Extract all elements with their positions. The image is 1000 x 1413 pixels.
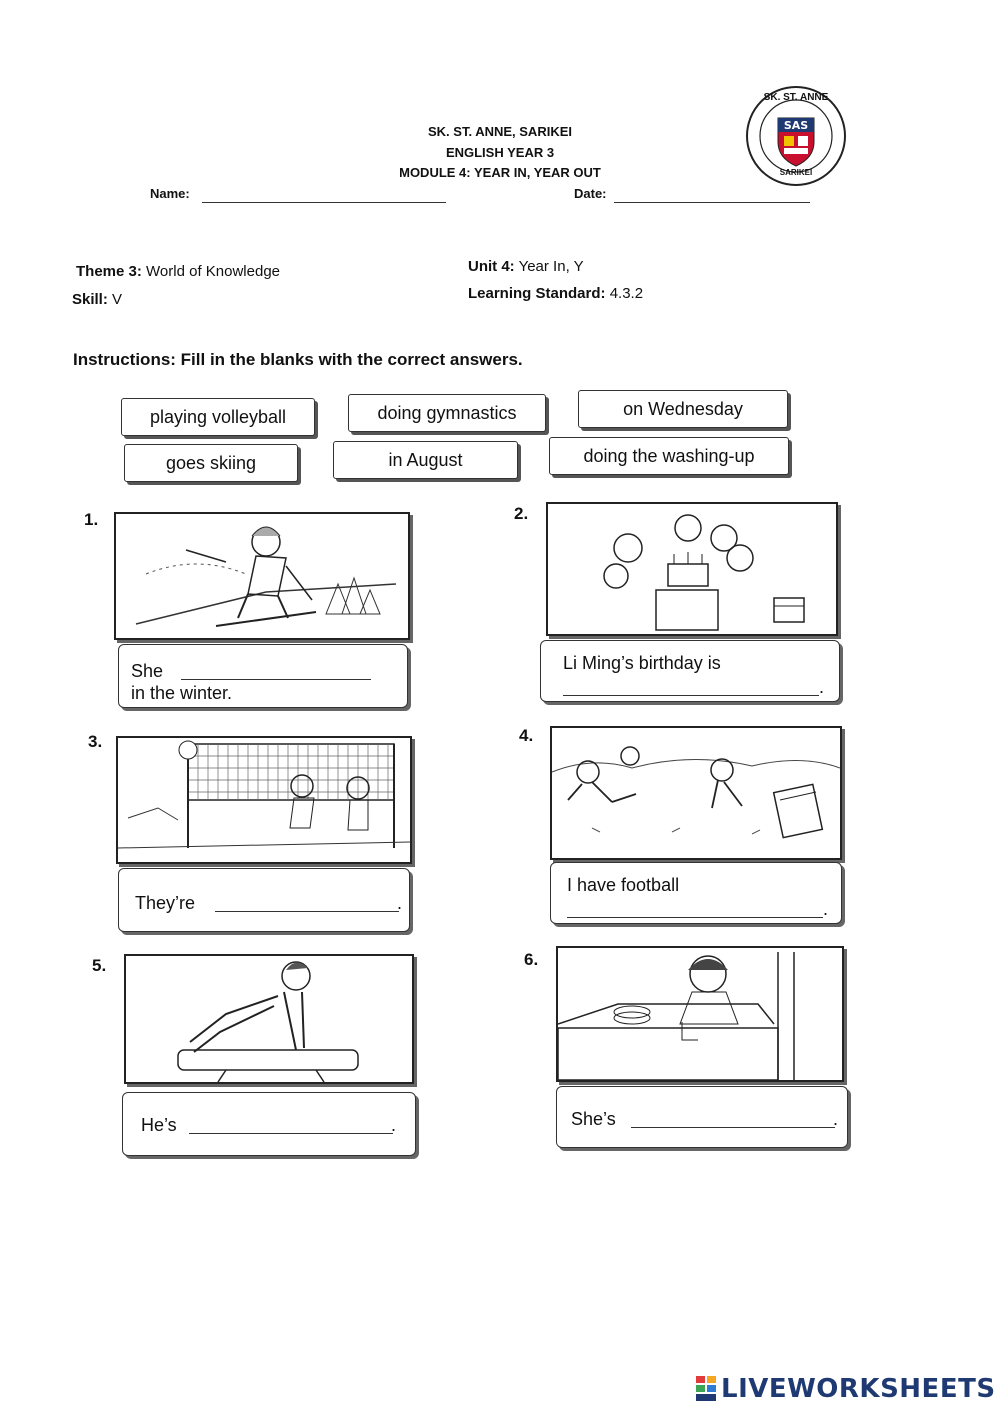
- word-bank-item[interactable]: doing the washing-up: [549, 437, 789, 475]
- skill-value: V: [112, 291, 123, 308]
- answer-field[interactable]: [631, 1107, 835, 1128]
- question-2-sentence-box: [540, 640, 840, 702]
- word-bank-item[interactable]: on Wednesday: [578, 390, 788, 428]
- liveworksheets-icon: [696, 1376, 718, 1402]
- theme-value: World of Knowledge: [146, 263, 280, 280]
- sentence-before: Li Ming’s birthday is: [563, 653, 721, 673]
- instructions: Instructions: Fill in the blanks with the correct answers.: [73, 350, 523, 369]
- sentence-before: She: [131, 661, 164, 681]
- question-3-picture: [116, 736, 412, 864]
- answer-field[interactable]: [181, 659, 371, 680]
- answer-field[interactable]: [189, 1113, 393, 1134]
- question-1-picture: [114, 512, 410, 640]
- theme-label: Theme 3:: [76, 263, 142, 280]
- sentence-after: in the winter.: [131, 683, 233, 703]
- gymnastics-icon: [126, 956, 412, 1082]
- question-1-sentence-box: [118, 644, 408, 708]
- washing-up-icon: [558, 948, 842, 1080]
- football-icon: [552, 728, 840, 858]
- sentence-after: .: [397, 893, 403, 913]
- standard-line: [468, 285, 643, 302]
- svg-text:SAS: SAS: [783, 119, 809, 132]
- word-bank-item[interactable]: in August: [333, 441, 518, 479]
- word-bank-item[interactable]: doing gymnastics: [348, 394, 546, 432]
- name-field[interactable]: [202, 182, 446, 203]
- answer-field[interactable]: [567, 897, 823, 918]
- question-number: 6.: [524, 950, 539, 969]
- unit-line: [468, 258, 584, 275]
- module-title: MODULE 4: YEAR IN, YEAR OUT: [399, 165, 601, 180]
- sentence-before: They’re: [135, 893, 196, 913]
- sentence-before: She’s: [571, 1109, 616, 1129]
- question-4-sentence-box: [550, 862, 842, 924]
- subject-title: ENGLISH YEAR 3: [445, 145, 555, 160]
- question-number: 4.: [519, 726, 534, 745]
- sentence-after: .: [823, 899, 829, 919]
- school-name: SK. ST. ANNE, SARIKEI: [428, 124, 572, 139]
- sentence-after: .: [819, 677, 825, 697]
- question-3-sentence-box: [118, 868, 410, 932]
- answer-field[interactable]: [563, 675, 819, 696]
- brand-rest: WORKSHEETS: [787, 1374, 996, 1404]
- question-5-picture: [124, 954, 414, 1084]
- sentence-after: .: [391, 1115, 397, 1135]
- unit-value: Year In, Y: [518, 258, 584, 275]
- skill-label: Skill:: [72, 291, 108, 308]
- skiing-icon: [116, 514, 408, 638]
- word-bank-item[interactable]: goes skiing: [124, 444, 298, 482]
- sentence-after: .: [833, 1109, 839, 1129]
- word-bank-item[interactable]: playing volleyball: [121, 398, 315, 436]
- sentence-before: He’s: [141, 1115, 177, 1135]
- standard-value: 4.3.2: [609, 285, 644, 302]
- logo-top-text: SK. ST. ANNE: [763, 92, 829, 103]
- question-5-sentence-box: [122, 1092, 416, 1156]
- logo-bottom-text: SARIKEI: [779, 168, 813, 177]
- question-number: 3.: [88, 732, 103, 751]
- liveworksheets-logo: [696, 1374, 996, 1404]
- brand-lead: LIVE: [721, 1374, 788, 1404]
- unit-label: Unit 4:: [468, 258, 515, 275]
- standard-label: Learning Standard:: [468, 285, 606, 302]
- birthday-party-icon: [548, 504, 836, 634]
- date-label: Date:: [574, 186, 607, 201]
- question-4-picture: [550, 726, 842, 860]
- question-number: 2.: [514, 504, 529, 523]
- question-6-sentence-box: [556, 1086, 848, 1148]
- question-2-picture: [546, 502, 838, 636]
- school-logo: [744, 84, 848, 188]
- question-number: 5.: [92, 956, 107, 975]
- volleyball-icon: [118, 738, 410, 862]
- question-number: 1.: [84, 510, 99, 529]
- answer-field[interactable]: [215, 891, 399, 912]
- skill-line: [72, 291, 122, 308]
- question-6-picture: [556, 946, 844, 1082]
- sentence-before: I have football: [567, 875, 680, 895]
- name-label: Name:: [150, 186, 190, 201]
- theme-line: [76, 263, 280, 280]
